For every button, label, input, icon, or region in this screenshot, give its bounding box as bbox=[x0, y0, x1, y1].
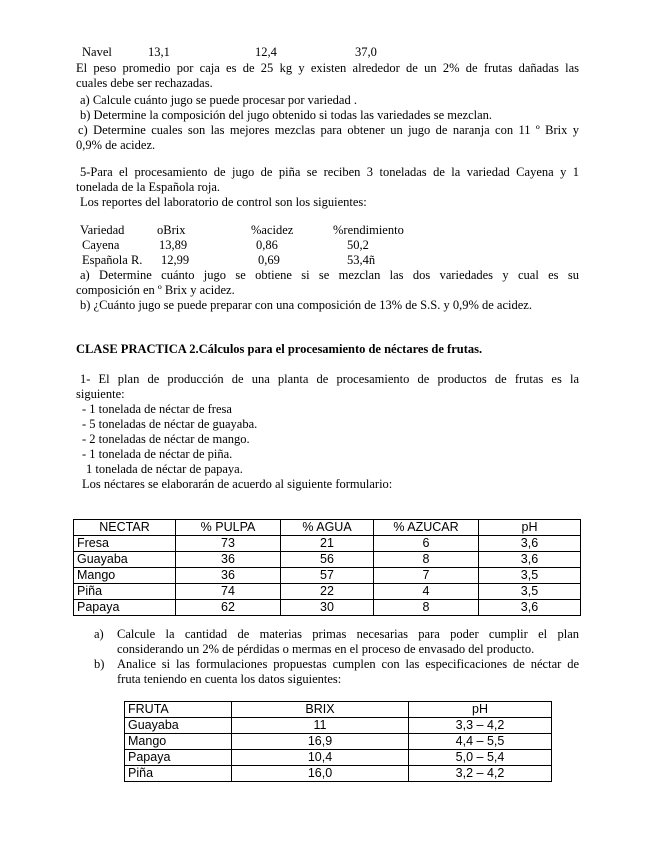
table-row bbox=[74, 536, 581, 552]
col-header-azucar: % AZUCAR bbox=[374, 520, 479, 536]
cell-agua: 57 bbox=[281, 568, 374, 584]
cell-pulpa: 74 bbox=[176, 584, 281, 600]
cell-nectar: Mango bbox=[74, 568, 176, 584]
table-header-row bbox=[74, 520, 581, 536]
question-4c-line2: 0,9% de acidez. bbox=[76, 138, 156, 152]
table-header-row bbox=[125, 702, 552, 718]
col-header-fruta: FRUTA bbox=[125, 702, 232, 718]
plan-intro-line1: 1- El plan de producción de una planta de procesamiento de productos de frutas es la bbox=[80, 372, 579, 386]
cell-fruta: Piña bbox=[125, 766, 232, 782]
question-5b: b) ¿Cuánto jugo se puede preparar con una composición de 13% de S.S. y 0,9% de acidez. bbox=[80, 298, 532, 312]
cell-fruta: Mango bbox=[125, 734, 232, 750]
cell-ph: 4,4 – 5,5 bbox=[409, 734, 552, 750]
cell-ph: 3,6 bbox=[479, 552, 581, 568]
cell-azucar: 6 bbox=[374, 536, 479, 552]
col-header-agua: % AGUA bbox=[281, 520, 374, 536]
question-a-label: a) bbox=[94, 627, 104, 641]
cell-brix: 16,0 bbox=[232, 766, 409, 782]
plan-item-papaya: 1 tonelada de néctar de papaya. bbox=[86, 462, 243, 476]
p5-row1-variedad: Cayena bbox=[82, 238, 120, 252]
question-b-label: b) bbox=[94, 657, 105, 671]
table-row bbox=[125, 734, 552, 750]
section-title: CLASE PRACTICA 2.Cálculos para el procesamiento de néctares de frutas. bbox=[76, 342, 483, 356]
p5-row2-brix: 12,99 bbox=[161, 253, 190, 267]
cell-agua: 56 bbox=[281, 552, 374, 568]
table-row bbox=[125, 750, 552, 766]
cell-fruta: Guayaba bbox=[125, 718, 232, 734]
cell-ph: 3,5 bbox=[479, 584, 581, 600]
cell-brix: 10,4 bbox=[232, 750, 409, 766]
table-row bbox=[125, 718, 552, 734]
col-header-pulpa: % PULPA bbox=[176, 520, 281, 536]
cell-azucar: 4 bbox=[374, 584, 479, 600]
table-row bbox=[74, 600, 581, 616]
nectar-table bbox=[73, 519, 581, 616]
navel-value-2: 12,4 bbox=[255, 45, 277, 59]
question-a-line2: considerando un 2% de pérdidas o mermas en el proceso de envasado del producto. bbox=[117, 642, 535, 656]
problem5-line1: 5-Para el procesamiento de jugo de piña se reciben 3 toneladas de la variedad Cayena y 1 bbox=[80, 165, 579, 179]
cell-nectar: Piña bbox=[74, 584, 176, 600]
cell-agua: 21 bbox=[281, 536, 374, 552]
plan-intro-line2: siguiente: bbox=[76, 387, 125, 401]
p5-row2-rendimiento: 53,4ñ bbox=[347, 253, 376, 267]
p5-row1-rendimiento: 50,2 bbox=[347, 238, 369, 252]
p5-header-brix: oBrix bbox=[157, 223, 186, 237]
col-header-ph: pH bbox=[479, 520, 581, 536]
formula-intro: Los néctares se elaborarán de acuerdo al siguiente formulario: bbox=[82, 477, 393, 491]
cell-brix: 16,9 bbox=[232, 734, 409, 750]
question-5a-line2: composición en º Brix y acidez. bbox=[76, 283, 235, 297]
navel-label: Navel bbox=[82, 45, 112, 59]
cell-ph: 3,5 bbox=[479, 568, 581, 584]
table-row bbox=[125, 766, 552, 782]
p5-header-variedad: Variedad bbox=[80, 223, 125, 237]
cell-ph: 3,3 – 4,2 bbox=[409, 718, 552, 734]
cell-ph: 3,2 – 4,2 bbox=[409, 766, 552, 782]
cell-azucar: 8 bbox=[374, 552, 479, 568]
cell-agua: 30 bbox=[281, 600, 374, 616]
cell-ph: 5,0 – 5,4 bbox=[409, 750, 552, 766]
p5-header-acidez: %acidez bbox=[251, 223, 294, 237]
plan-item-mango: - 2 toneladas de néctar de mango. bbox=[82, 432, 250, 446]
cell-nectar: Fresa bbox=[74, 536, 176, 552]
cell-nectar: Guayaba bbox=[74, 552, 176, 568]
cell-fruta: Papaya bbox=[125, 750, 232, 766]
p5-header-rendimiento: %rendimiento bbox=[333, 223, 404, 237]
question-4c-line1: c) Determine cuales son las mejores mezclas para obtener un jugo de naranja con 11 º Brix y bbox=[78, 123, 579, 137]
cell-pulpa: 62 bbox=[176, 600, 281, 616]
col-header-nectar: NECTAR bbox=[74, 520, 176, 536]
table-row bbox=[74, 552, 581, 568]
col-header-ph: pH bbox=[409, 702, 552, 718]
cell-pulpa: 36 bbox=[176, 568, 281, 584]
problem5-line3: Los reportes del laboratorio de control son los siguientes: bbox=[80, 195, 367, 209]
question-4b: b) Determine la composición del jugo obtenido si todas las variedades se mezclan. bbox=[80, 108, 493, 122]
cell-pulpa: 36 bbox=[176, 552, 281, 568]
fruit-spec-table bbox=[124, 701, 552, 782]
table-row bbox=[74, 568, 581, 584]
plan-item-pina: - 1 tonelada de néctar de piña. bbox=[82, 447, 233, 461]
question-b-line1: Analice si las formulaciones propuestas cumplen con las especificaciones de néctar de bbox=[117, 657, 579, 671]
question-4a: a) Calcule cuánto jugo se puede procesar por variedad . bbox=[80, 93, 357, 107]
cell-nectar: Papaya bbox=[74, 600, 176, 616]
plan-item-guayaba: - 5 toneladas de néctar de guayaba. bbox=[82, 417, 258, 431]
cell-azucar: 7 bbox=[374, 568, 479, 584]
cell-ph: 3,6 bbox=[479, 536, 581, 552]
problem5-line2: tonelada de la Española roja. bbox=[76, 180, 221, 194]
navel-value-3: 37,0 bbox=[355, 45, 377, 59]
plan-item-fresa: - 1 tonelada de néctar de fresa bbox=[82, 402, 232, 416]
question-b-line2: fruta teniendo en cuenta los datos siguientes: bbox=[117, 672, 342, 686]
paragraph-peso-line1: El peso promedio por caja es de 25 kg y existen alrededor de un 2% de frutas dañadas las bbox=[76, 61, 579, 75]
p5-row1-acidez: 0,86 bbox=[256, 238, 278, 252]
p5-row2-acidez: 0,69 bbox=[258, 253, 280, 267]
cell-agua: 22 bbox=[281, 584, 374, 600]
cell-pulpa: 73 bbox=[176, 536, 281, 552]
cell-brix: 11 bbox=[232, 718, 409, 734]
col-header-brix: BRIX bbox=[232, 702, 409, 718]
navel-value-1: 13,1 bbox=[148, 45, 170, 59]
table-row bbox=[74, 584, 581, 600]
p5-row1-brix: 13,89 bbox=[159, 238, 188, 252]
cell-azucar: 8 bbox=[374, 600, 479, 616]
question-5a-line1: a) Determine cuánto jugo se obtiene si se mezclan las dos variedades y cual es su bbox=[80, 268, 579, 282]
paragraph-peso-line2: cuales debe ser rechazadas. bbox=[76, 76, 213, 90]
question-a-line1: Calcule la cantidad de materias primas necesarias para poder cumplir el plan bbox=[117, 627, 579, 641]
cell-ph: 3,6 bbox=[479, 600, 581, 616]
p5-row2-variedad: Española R. bbox=[82, 253, 143, 267]
